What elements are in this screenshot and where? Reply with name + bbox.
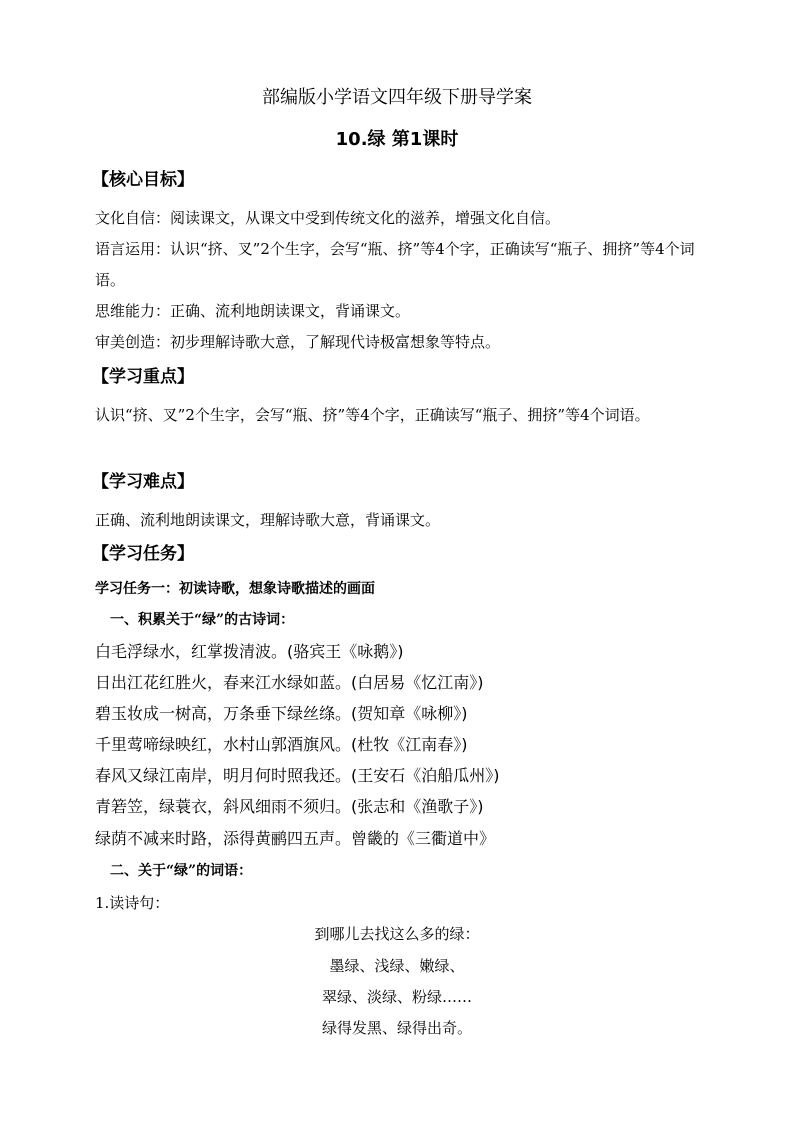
verse-line: 翠绿、淡绿、粉绿…… [321, 988, 472, 1006]
section2-heading: 二、关于“绿”的词语： [110, 863, 253, 879]
item1-label: 1.读诗句： [95, 894, 170, 912]
core-goal-aesthetic: 审美创造：初步理解诗歌大意，了解现代诗极富想象等特点。 [95, 333, 501, 351]
verse-line: 到哪儿去找这么多的绿： [314, 925, 480, 943]
poem-line: 日出江花红胜火，春来江水绿如蓝。(白居易《忆江南》) [95, 673, 484, 692]
core-goals-heading: 【核心目标】 [92, 170, 194, 190]
poem-line: 青箬笠，绿蓑衣，斜风细雨不须归。(张志和《渔歌子》) [95, 797, 484, 816]
poem-line: 碧玉妆成一树高，万条垂下绿丝绦。(贺知章《咏柳》) [95, 704, 468, 723]
key-points-heading: 【学习重点】 [92, 367, 194, 387]
lesson-subtitle: 10.绿 第1课时 [335, 129, 459, 150]
task1-title: 学习任务一：初读诗歌，想象诗歌描述的画面 [95, 581, 375, 597]
core-goal-language: 语言运用：认识“挤、叉”2个生字，会写“瓶、挤”等4个字，正确读写“瓶子、拥挤”等4个词语。 [95, 240, 695, 289]
difficulties-heading: 【学习难点】 [92, 472, 194, 492]
poem-line: 白毛浮绿水，红掌拨清波。(骆宾王《咏鹅》) [95, 642, 404, 661]
key-points-text: 认识“挤、叉”2个生字，会写“瓶、挤”等4个字，正确读写“瓶子、拥挤”等4个词语。 [95, 406, 650, 424]
document-title: 部编版小学语文四年级下册导学案 [262, 87, 532, 108]
poem-line: 千里莺啼绿映红，水村山郭酒旗风。(杜牧《江南春》) [95, 735, 468, 754]
core-goal-culture: 文化自信：阅读课文，从课文中受到传统文化的滋养，增强文化自信。 [95, 209, 561, 227]
verse-line: 墨绿、浅绿、嫩绿、 [329, 957, 465, 975]
difficulties-text: 正确、流利地朗读课文，理解诗歌大意，背诵课文。 [95, 511, 441, 529]
poem-line: 绿荫不减来时路，添得黄鹂四五声。曾畿的《三衢道中》 [95, 829, 496, 848]
poem-line: 春风又绿江南岸，明月何时照我还。(王安石《泊船瓜州》) [95, 766, 500, 785]
section1-heading: 一、积累关于“绿”的古诗词： [110, 612, 295, 628]
core-goal-thinking: 思维能力：正确、流利地朗读课文，背诵课文。 [95, 302, 411, 320]
verse-line: 绿得发黑、绿得出奇。 [321, 1019, 472, 1037]
tasks-heading: 【学习任务】 [92, 544, 194, 564]
